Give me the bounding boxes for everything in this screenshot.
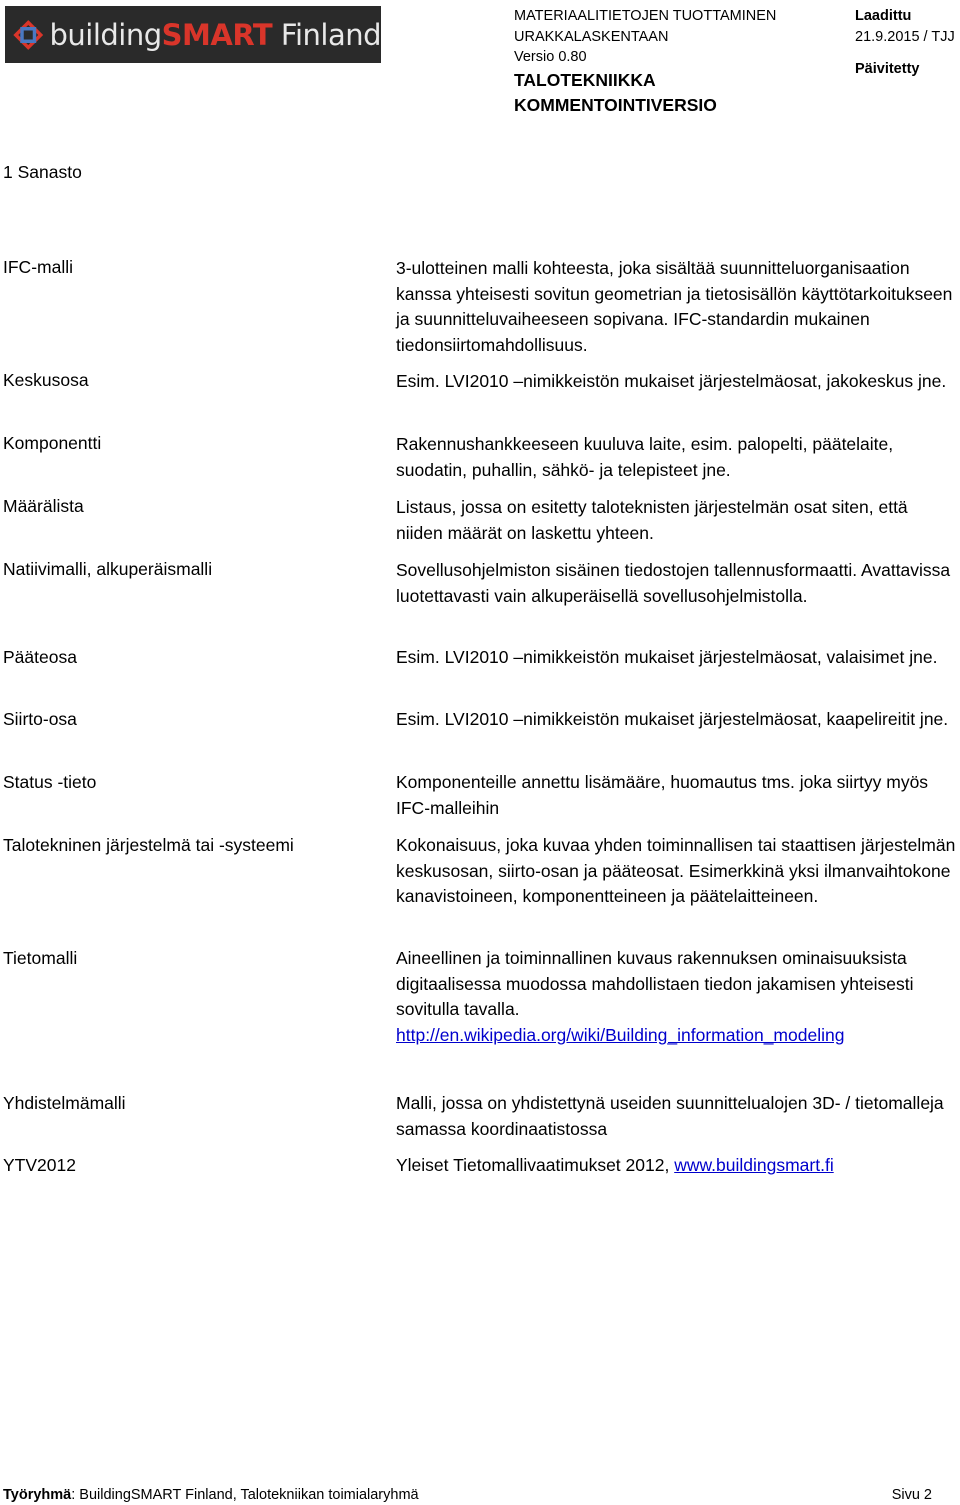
glossary-definition: Esim. LVI2010 –nimikkeistön mukaiset järjestelmäosat, valaisimet jne. <box>396 647 938 667</box>
glossary-term: Komponentti <box>3 433 102 453</box>
glossary-definition: Kokonaisuus, joka kuvaa yhden toiminnallisen tai staattisen järjestelmän keskusosan, siirto-osan ja pääteosat. Esimerkkinä yksi ilmanvaihtokone kanavistoineen, komponentteineen ja päätelaitteineen. <box>396 835 956 906</box>
glossary-term: Talotekninen järjestelmä tai -systeemi <box>3 835 294 855</box>
footer-text: : BuildingSMART Finland, Talotekniikan toimialaryhmä <box>71 1487 419 1503</box>
glossary-term: Yhdistelmämalli <box>3 1093 126 1113</box>
glossary-term: YTV2012 <box>3 1155 76 1175</box>
header-version: Versio 0.80 <box>514 49 587 65</box>
header-status: KOMMENTOINTIVERSIO <box>514 94 717 115</box>
glossary-definition <box>396 1153 956 1179</box>
glossary-definition: Esim. LVI2010 –nimikkeistön mukaiset järjestelmäosat, kaapelireitit jne. <box>396 709 949 729</box>
glossary-term: Pääteosa <box>3 647 77 667</box>
document-dates <box>855 6 955 80</box>
definition-text: Yleiset Tietomallivaatimukset 2012, <box>396 1155 675 1175</box>
logo-wordmark: buildingSMART Finland <box>49 17 381 52</box>
created-value: 21.9.2015 / TJJ <box>855 28 955 45</box>
glossary-definition: Sovellusohjelmiston sisäinen tiedostojen tallennusformaatti. Avattavissa luotettavasti vain alkuperäisellä sovellusohjelmistolla. <box>396 560 951 606</box>
header-line-1: MATERIAALITIETOJEN TUOTTAMINEN <box>514 8 777 24</box>
footer <box>3 1487 419 1503</box>
glossary-definition: Malli, jossa on yhdistettynä useiden suunnittelualojen 3D- / tietomalleja samassa koordinaatistossa <box>396 1093 944 1139</box>
glossary-definition: Esim. LVI2010 –nimikkeistön mukaiset järjestelmäosat, jakokeskus jne. <box>396 371 947 391</box>
updated-label: Päivitetty <box>855 61 920 77</box>
glossary-term: Tietomalli <box>3 948 78 968</box>
document-header <box>514 6 776 118</box>
glossary-term: Määrälista <box>3 496 84 516</box>
glossary-definition: Komponenteille annettu lisämääre, huomautus tms. joka siirtyy myös IFC-malleihin <box>396 772 929 818</box>
header-discipline: TALOTEKNIIKKA <box>514 69 656 90</box>
glossary-term: IFC-malli <box>3 257 73 277</box>
buildingsmart-logo <box>5 6 381 63</box>
wikipedia-link[interactable]: http://en.wikipedia.org/wiki/Building_information_modeling <box>396 1024 845 1045</box>
buildingsmart-link[interactable]: www.buildingsmart.fi <box>674 1155 834 1175</box>
glossary-term: Natiivimalli, alkuperäismalli <box>3 559 213 579</box>
section-title: 1 Sanasto <box>3 162 82 182</box>
glossary-definition: 3-ulotteinen malli kohteesta, joka sisältää suunnitteluorganisaation kanssa yhteisesti sovitun geometrian ja tietosisällön käyttötarkoitukseen ja suunnitteluvaiheeseen sopivana. IFC-standardin mukainen tiedonsiirtomahdollisuus. <box>396 258 953 355</box>
glossary-term: Siirto-osa <box>3 709 77 729</box>
footer-label: Työryhmä <box>3 1487 72 1503</box>
glossary-definition <box>396 946 956 1048</box>
glossary-term: Keskusosa <box>3 370 89 390</box>
header-line-2: URAKKALASKENTAAN <box>514 28 669 45</box>
glossary-definition: Rakennushankkeeseen kuuluva laite, esim. palopelti, päätelaite, suodatin, puhallin, sähkö- ja telepisteet jne. <box>396 434 894 480</box>
glossary-definition: Listaus, jossa on esitetty taloteknisten järjestelmän osat siten, että niiden määrät on laskettu yhteen. <box>396 497 908 543</box>
glossary-term: Status -tieto <box>3 772 97 792</box>
definition-text: Aineellinen ja toiminnallinen kuvaus rakennuksen ominaisuuksista digitaalisessa muodossa mahdollistaen tiedon jakamisen yhteisesti sovitulla tavalla. <box>396 948 914 1019</box>
created-label: Laadittu <box>855 8 912 24</box>
buildingsmart-emblem-icon <box>13 13 44 57</box>
page-number: Sivu 2 <box>891 1487 932 1503</box>
